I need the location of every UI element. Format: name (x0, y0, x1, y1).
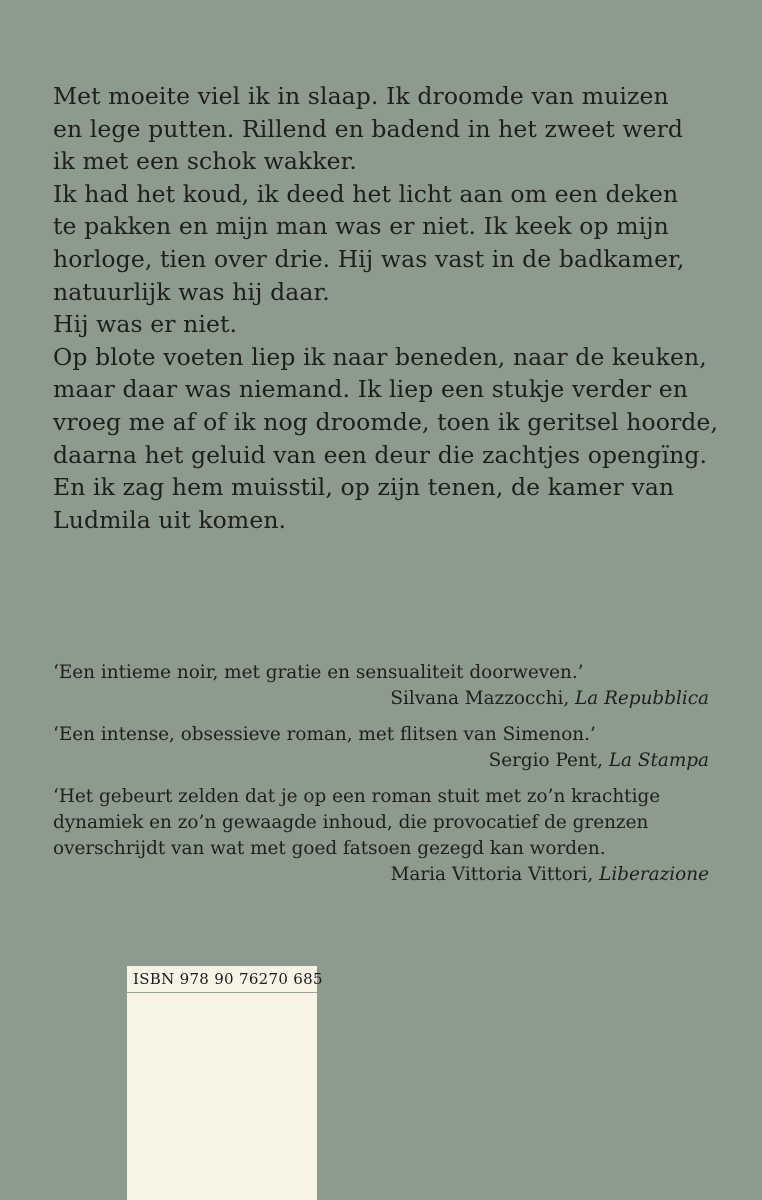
quote-text: ‘Een intieme noir, met gratie en sensualiteit doorweven.’ (53, 662, 584, 683)
isbn-divider (127, 992, 317, 993)
quote-source: La Repubblica (575, 688, 709, 709)
quote-text: dynamiek en zo’n gewaagde inhoud, die provocatief de grenzen (53, 812, 649, 833)
quote-attribution (53, 686, 709, 712)
quote-text: ‘Het gebeurt zelden dat je op een roman stuit met zo’n krachtige (53, 786, 661, 807)
quote-source: Liberazione (599, 864, 709, 885)
quote-source: La Stampa (608, 750, 709, 771)
review-quote (53, 784, 709, 888)
barcode-panel (127, 966, 323, 1200)
excerpt-line: daarna het geluid van een deur die zachtjes opengïng. (53, 440, 708, 469)
excerpt-line: Met moeite viel ik in slaap. Ik droomde van muizen (53, 82, 669, 110)
excerpt-line: Op blote voeten liep ik naar beneden, naar de keuken, (53, 342, 707, 371)
review-quote (53, 722, 709, 774)
excerpt-line: En ik zag hem muisstil, op zijn tenen, de kamer van (53, 473, 675, 502)
excerpt-line: en lege putten. Rillend en badend in het zweet werd (53, 114, 684, 143)
review-quote (53, 660, 709, 712)
excerpt-line: te pakken en mijn man was er niet. Ik keek op mijn (53, 212, 669, 241)
excerpt-line: horloge, tien over drie. Hij was vast in de badkamer, (53, 244, 685, 273)
excerpt-line: Ik had het koud, ik deed het licht aan om een deken (53, 179, 679, 208)
review-quotes (53, 660, 709, 888)
excerpt-line: vroeg me af of ik nog droomde, toen ik geritsel hoorde, (53, 407, 719, 436)
excerpt-line: natuurlijk was hij daar. (53, 277, 330, 306)
quote-text: ‘Een intense, obsessieve roman, met flitsen van Simenon.’ (53, 724, 596, 745)
excerpt-line: maar daar was niemand. Ik liep een stukje verder en (53, 375, 689, 404)
isbn-label: ISBN 978 90 76270 685 (133, 970, 323, 988)
quote-attribution (53, 862, 709, 888)
quote-author: Sergio Pent, (488, 750, 603, 771)
quote-author: Maria Vittoria Vittori, (390, 864, 594, 885)
quote-attribution (53, 748, 709, 774)
excerpt-line: Hij was er niet. (53, 310, 238, 339)
quote-author: Silvana Mazzocchi, (390, 688, 570, 709)
back-cover-excerpt (53, 80, 733, 536)
quote-text: overschrijdt van wat met goed fatsoen gezegd kan worden. (53, 838, 606, 859)
excerpt-line: Ludmila uit komen. (53, 505, 287, 534)
excerpt-line: ik met een schok wakker. (53, 147, 357, 176)
